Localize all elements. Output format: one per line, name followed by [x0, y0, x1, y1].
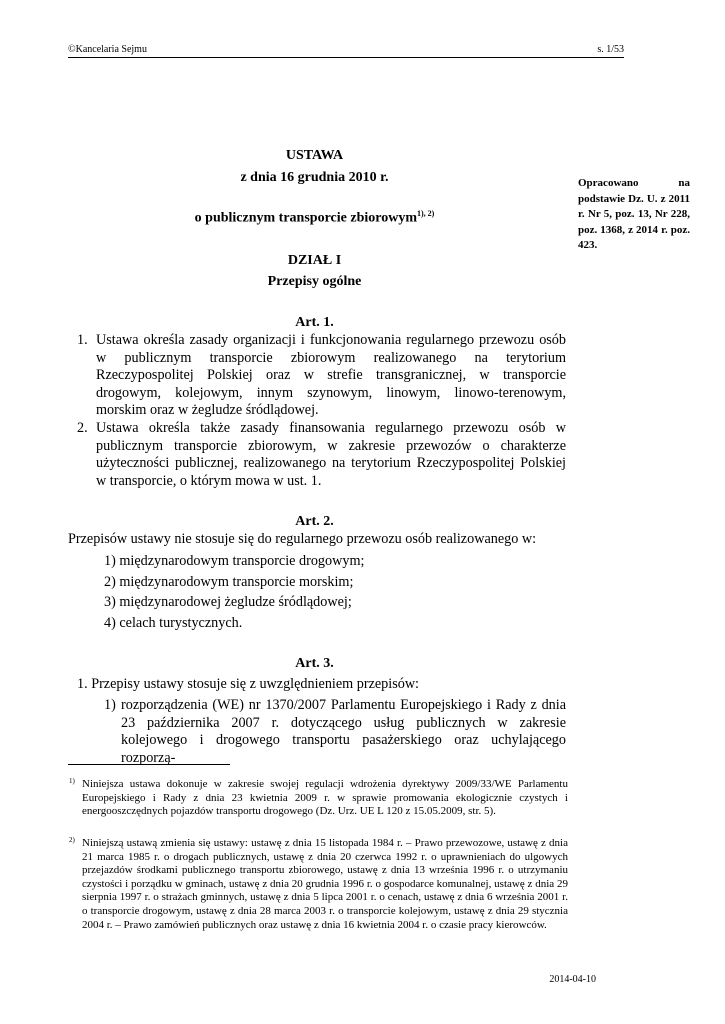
article-3-paragraph-1: 1. Przepisy ustawy stosuje się z uwzględnieniem przepisów:: [77, 676, 420, 692]
footnote-1-mark: 1): [69, 777, 75, 785]
footnote-2-text: Niniejszą ustawą zmienia się ustawy: ustawę z dnia 15 listopada 1984 r. – Prawo przewozowe, ustawę z dnia 21 marca 1985 r. o drogach publicznych, ustawę z dnia 20 czerwca 1992 r. o uprawnieniach do ulgowych przejazdów środkami publicznego transportu zbiorowego, ustawę z dnia 13 września 1996 r. o utrzymaniu czystości i porządku w gminach, ustawę z dnia 20 grudnia 1996 r. o gospodarce komunalnej, ustawę z dnia 29 sierpnia 1997 r. o strażach gminnych, ustawę z dnia 5 lipca 2001 r. o cenach, ustawę z dnia 6 września 2001 r. o transporcie drogowym, ustawę z dnia 28 marca 2003 r. o transporcie kolejowym, ustawę z dnia 29 stycznia 2004 r. – Prawo zamówień publicznych oraz ustawę z dnia 16 kwietnia 2004 r. o czasie pracy kierowców.: [82, 837, 568, 931]
article-1-paragraph-2: [77, 420, 566, 490]
footnote-2: [69, 836, 568, 932]
footer-date: 2014-04-10: [549, 974, 596, 985]
article-1-paragraph-1-number: 1.: [77, 332, 88, 348]
article-2-item-1: 1) międzynarodowym transporcie drogowym;: [104, 553, 365, 569]
header-publisher: ©Kancelaria Sejmu: [68, 44, 147, 55]
footnote-1-text: Niniejsza ustawa dokonuje w zakresie swojej regulacji wdrożenia dyrektywy 2009/33/WE Parlamentu Europejskiego i Rady z dnia 23 kwietnia 2009 r. w sprawie promowania ekologicznie czystych i energooszczędnych pojazdów transportu drogowego (Dz. Urz. UE L 120 z 15.05.2009, str. 5).: [82, 778, 568, 818]
article-1-paragraph-2-text: Ustawa określa także zasady finansowania regularnego przewozu osób w publicznym transporcie zbiorowym, w zakresie przewozów o charakterze użyteczności publicznej, realizowanego na terytorium Rzeczypospolitej Polskiej w transporcie, o którym mowa w ust. 1.: [96, 420, 566, 489]
act-subject: [68, 209, 561, 227]
act-subject-text: o publicznym transporcie zbiorowym: [194, 210, 417, 226]
article-2-heading: Art. 2.: [295, 514, 334, 529]
division-subheading: Przepisy ogólne: [267, 274, 362, 289]
footnote-divider: [68, 764, 230, 765]
article-2-item-2: 2) międzynarodowym transporcie morskim;: [104, 574, 354, 590]
article-3-item-1-text: rozporządzenia (WE) nr 1370/2007 Parlamentu Europejskiego i Rady z dnia 23 października 2007 r. dotyczącego usług publicznych w zakresie kolejowego i drogowego transportu pasażerskiego oraz uchylającego rozporzą-: [121, 697, 566, 766]
article-1-paragraph-1: [77, 332, 566, 420]
article-1-paragraph-2-number: 2.: [77, 420, 88, 436]
article-1-heading: Art. 1.: [295, 315, 334, 330]
footnote-2-mark: 2): [69, 836, 75, 844]
article-3-item-1: [104, 697, 566, 767]
article-1-paragraph-1-text: Ustawa określa zasady organizacji i funkcjonowania regularnego przewozu osób w publicznym transporcie zbiorowym realizowanego na terytorium Rzeczypospolitej Polskiej oraz w strefie transgranicznej, w transporcie drogowym, kolejowym, innym szynowym, linowym, linowo-terenowym, morskim oraz w żegludze śródlądowej.: [96, 332, 566, 418]
act-subject-footnote-refs: 1), 2): [416, 209, 435, 218]
header-divider: [68, 57, 624, 58]
article-2-item-4: 4) celach turystycznych.: [104, 615, 243, 631]
page-number: s. 1/53: [597, 44, 624, 55]
act-date: z dnia 16 grudnia 2010 r.: [240, 170, 389, 185]
footnote-1: [69, 777, 568, 819]
division-heading: DZIAŁ I: [287, 253, 342, 268]
article-2-item-3: 3) międzynarodowej żegludze śródlądowej;: [104, 594, 352, 610]
article-3-heading: Art. 3.: [295, 656, 334, 671]
article-2-intro: Przepisów ustawy nie stosuje się do regularnego przewozu osób realizowanego w:: [68, 531, 537, 547]
side-note: Opracowano na podstawie Dz. U. z 2011 r. Nr 5, poz. 13, Nr 228, poz. 1368, z 2014 r. poz. 423.: [578, 177, 690, 251]
article-3-item-1-number: 1): [104, 697, 116, 713]
act-type: USTAWA: [285, 148, 344, 163]
